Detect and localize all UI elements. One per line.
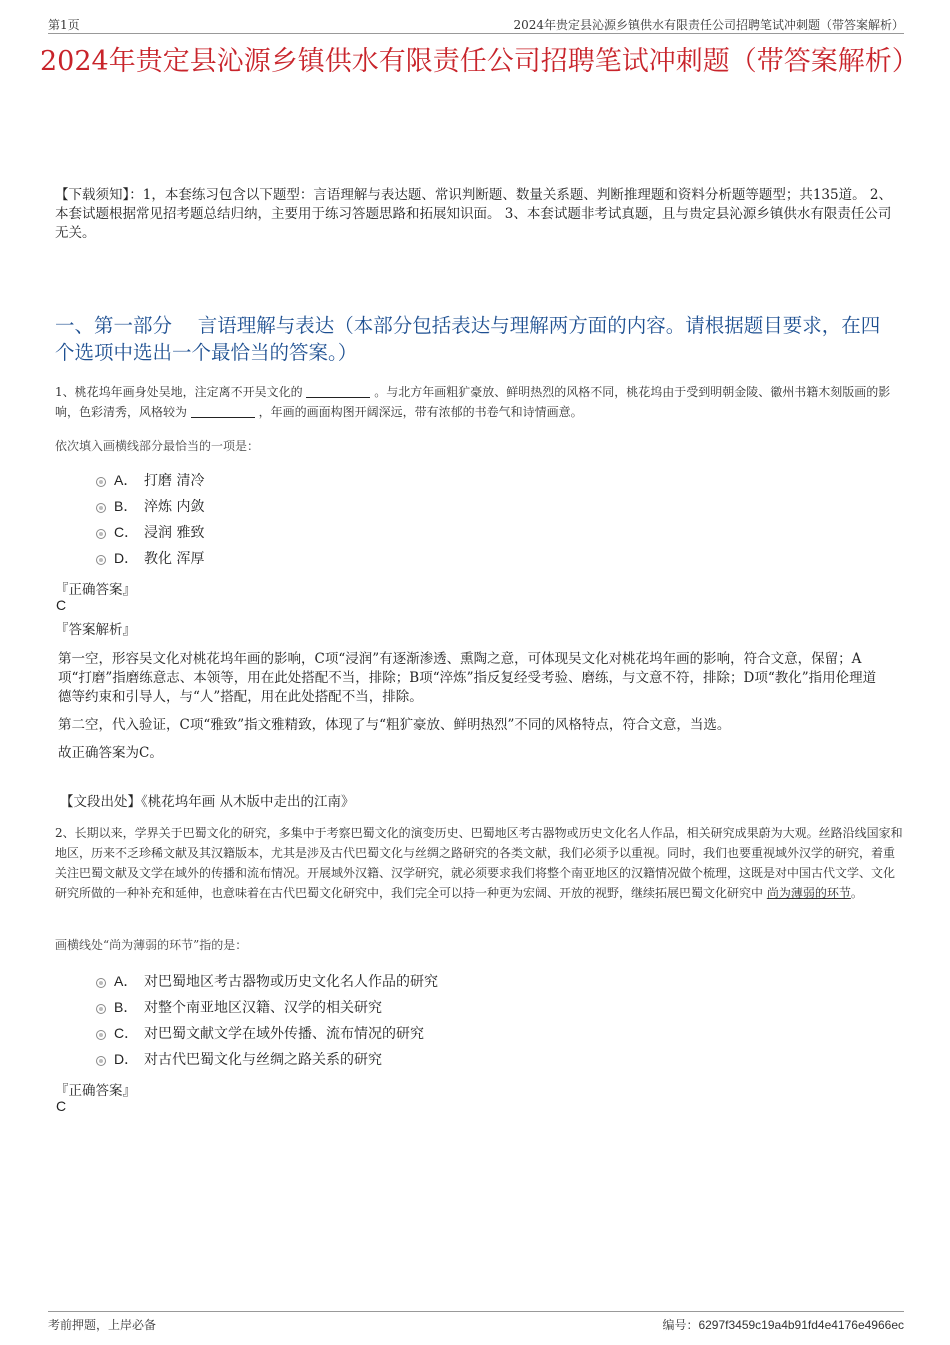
radio-button[interactable] [96, 1056, 106, 1066]
footer-slogan: 考前押题，上岸必备 [48, 1318, 157, 1332]
radio-button[interactable] [96, 978, 106, 988]
question-2-prompt: 画横线处“尚为薄弱的环节”指的是： [55, 938, 248, 952]
question-1-text [55, 382, 905, 422]
page-number: 第1页 [48, 18, 80, 32]
footer-code-value: 6297f3459c19a4b91fd4e4176e4966ec [698, 1318, 904, 1332]
header-doc-title: 2024年贵定县沁源乡镇供水有限责任公司招聘笔试冲刺题（带答案解析） [513, 18, 904, 32]
q1-answer-label: 『正确答案』 [55, 582, 136, 598]
q1-source: 【文段出处】《桃花坞年画 从木版中走出的江南》 [60, 794, 355, 810]
analysis-paragraph: 第二空，代入验证，C项“雅致”指文雅精致，体现了与“粗犷豪放、鲜明热烈”不同的风格特点，符合文意，当选。 [58, 717, 731, 733]
q1-option-a[interactable] [96, 467, 204, 493]
document-title: 2024年贵定县沁源乡镇供水有限责任公司招聘笔试冲刺题（带答案解析） [40, 46, 919, 77]
option-letter: D． [114, 550, 139, 566]
download-notice: 【下载须知】：1，本套练习包含以下题型：言语理解与表达题、常识判断题、数量关系题、判断推理题和资料分析题等题型；共135道。 2、本套试题根据常见招考题总结归纳，主要用于练习答题思路和拓展知识面。 3、本套试题非考试真题，且与贵定县沁源乡镇供水有限责任公司无关。 [55, 187, 892, 241]
analysis-paragraph: 故正确答案为C。 [58, 745, 163, 761]
q2-text-body: 2、长期以来，学界关于巴蜀文化的研究，多集中于考察巴蜀文化的演变历史、巴蜀地区考古器物或历史文化名人作品，相关研究成果蔚为大观。丝路沿线国家和地区，历来不乏珍稀文献及其汉籍版本，尤其是涉及古代巴蜀文化与丝绸之路研究的各类文献，我们必须予以重视。同时，我们也要重视域外汉学的研究，着重关注巴蜀文献及文学在域外的传播和流布情况。开展域外汉籍、汉学研究，就必须要求我们将整个南亚地区的汉籍情况做个梳理，这既是对中国古代文学、文化研究所做的一种补充和延伸，也意味着在古代巴蜀文化研究中，我们完全可以持一种更为宏阔、开放的视野，继续拓展巴蜀文化研究中 [55, 826, 903, 900]
q2-option-d[interactable] [96, 1046, 438, 1072]
q2-text-end: 。 [850, 886, 863, 900]
question-1-prompt: 依次填入画横线部分最恰当的一项是： [55, 439, 260, 453]
option-letter: C． [114, 524, 139, 540]
q2-option-b[interactable] [96, 994, 438, 1020]
q1-option-c[interactable] [96, 519, 204, 545]
question-1-options [96, 467, 204, 571]
option-letter: B． [114, 999, 138, 1015]
page-footer [48, 1311, 904, 1335]
q2-correct-answer: C [56, 1098, 67, 1114]
q1-analysis-label: 『答案解析』 [55, 622, 136, 638]
fill-blank [191, 404, 255, 418]
radio-button[interactable] [96, 477, 106, 487]
option-text: 对古代巴蜀文化与丝绸之路关系的研究 [144, 1052, 382, 1068]
option-letter: B． [114, 498, 138, 514]
option-text: 对整个南亚地区汉籍、汉学的相关研究 [144, 1000, 382, 1016]
option-letter: C． [114, 1025, 139, 1041]
radio-button[interactable] [96, 555, 106, 565]
analysis-paragraph: 第一空，形容吴文化对桃花坞年画的影响，C项“浸润”有逐渐渗透、熏陶之意，可体现吴文化对桃花坞年画的影响，符合文意，保留；A项“打磨”指磨练意志、本领等，用在此处搭配不当，排除；B项“淬炼”指反复经受考验、磨练，与文意不符，排除；D项“教化”指用伦理道德等约束和引导人，与“人”搭配，用在此处搭配不当，排除。 [58, 651, 877, 705]
question-2-text [55, 823, 905, 903]
option-text: 对巴蜀地区考古器物或历史文化名人作品的研究 [144, 974, 438, 990]
option-text: 浸润 雅致 [144, 525, 205, 541]
radio-button[interactable] [96, 503, 106, 513]
radio-button[interactable] [96, 1004, 106, 1014]
option-letter: D． [114, 1051, 139, 1067]
q1-correct-answer: C [56, 597, 67, 613]
radio-button[interactable] [96, 529, 106, 539]
q2-option-a[interactable] [96, 968, 438, 994]
question-2-options [96, 968, 438, 1072]
page-header [48, 14, 904, 34]
fill-blank [306, 384, 370, 398]
option-text: 淬炼 内敛 [144, 499, 205, 515]
footer-code [662, 1316, 904, 1333]
option-text: 打磨 清冷 [144, 473, 205, 489]
q1-text-part-a: 1、桃花坞年画身处吴地，注定离不开吴文化的 [55, 385, 303, 399]
section-heading: 一、第一部分 言语理解与表达（本部分包括表达与理解两方面的内容。请根据题目要求，在四个选项中选出一个最恰当的答案。） [55, 314, 881, 364]
q1-option-b[interactable] [96, 493, 204, 519]
q1-option-d[interactable] [96, 545, 204, 571]
q1-text-part-c: ，年画的画面构图开阔深远，带有浓郁的书卷气和诗情画意。 [258, 405, 583, 419]
q2-answer-label: 『正确答案』 [55, 1083, 136, 1099]
radio-button[interactable] [96, 1030, 106, 1040]
option-text: 对巴蜀文献文学在域外传播、流布情况的研究 [144, 1026, 424, 1042]
q1-text-part-b: 。与北方年画粗犷豪放、鲜明热烈的风格不同，桃花坞由于受到明朝金陵、徽州书籍木刻版画的影响，色彩清秀，风格较为 [55, 385, 891, 419]
footer-code-label: 编号： [662, 1318, 699, 1332]
q2-underlined-phrase: 尚为薄弱的环节 [766, 886, 851, 900]
option-letter: A． [114, 973, 138, 989]
q2-option-c[interactable] [96, 1020, 438, 1046]
option-letter: A． [114, 472, 138, 488]
option-text: 教化 浑厚 [144, 551, 205, 567]
q1-analysis [58, 650, 888, 772]
